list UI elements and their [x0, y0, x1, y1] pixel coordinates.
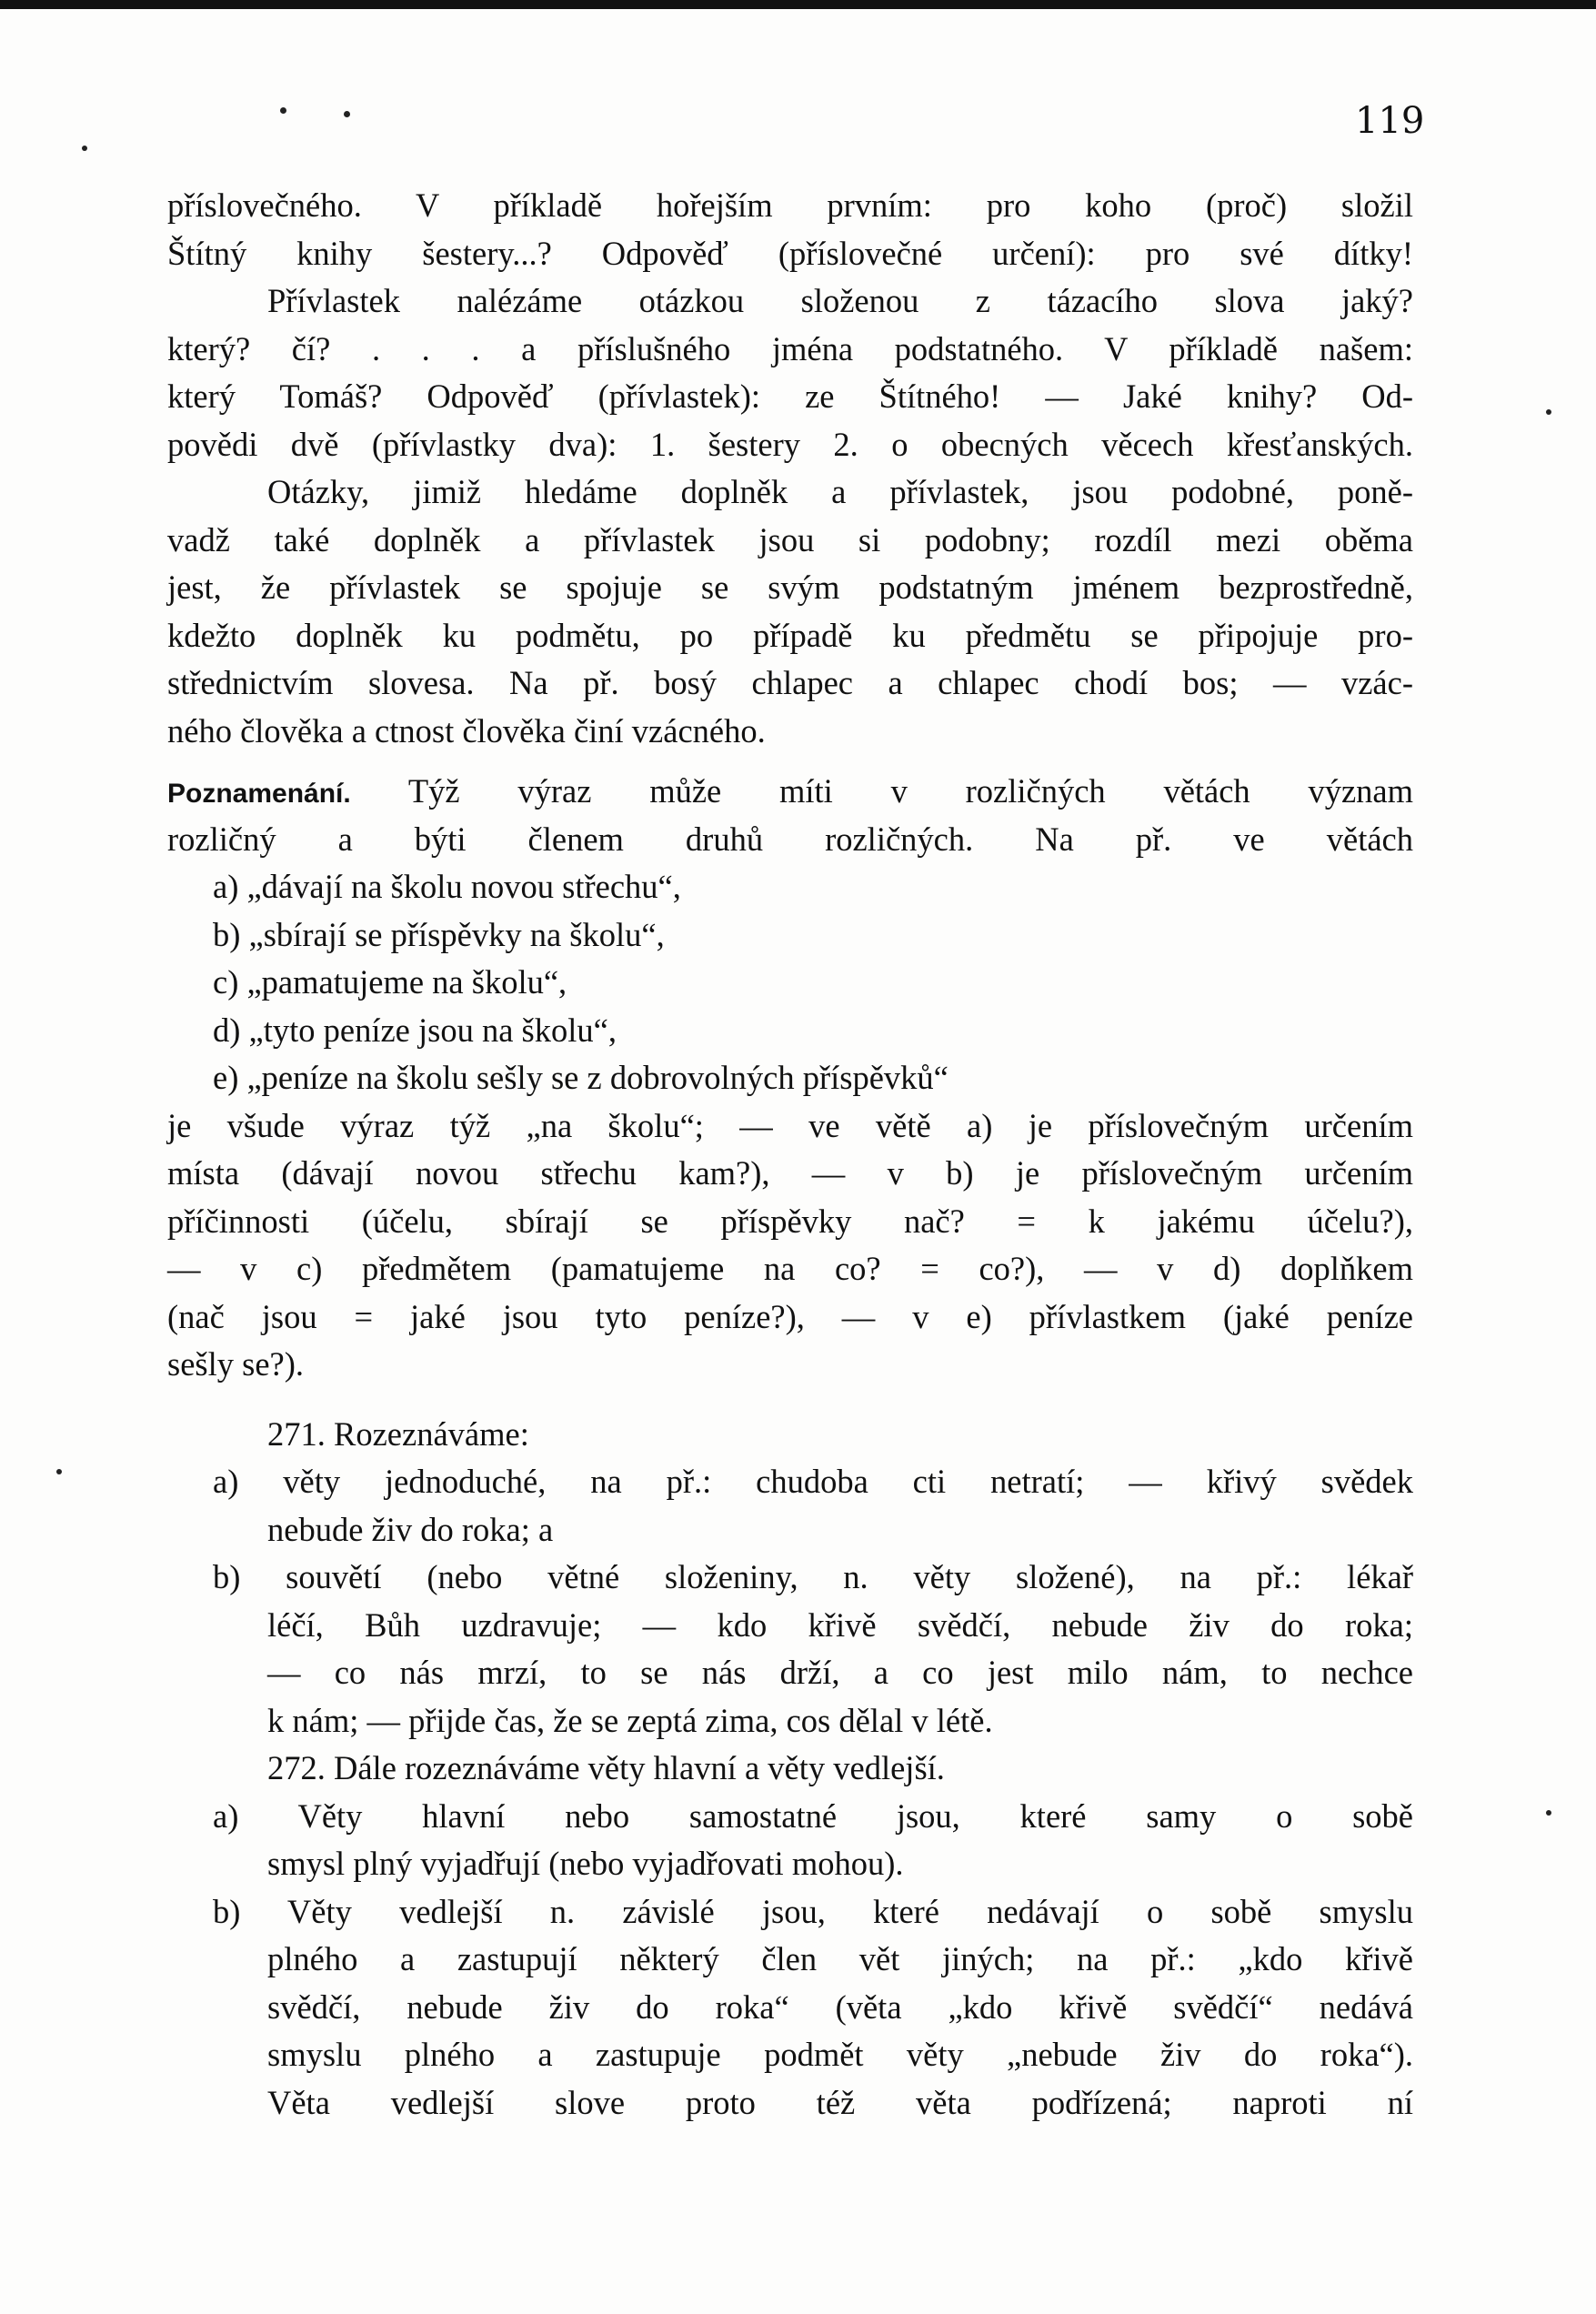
note-text: Týž výraz může míti v rozličných větách význam	[407, 772, 1414, 810]
scan-top-border	[0, 0, 1596, 9]
scan-speck	[56, 1469, 62, 1474]
list-item-line: a) Věty hlavní nebo samostatné jsou, které samy o sobě	[213, 1796, 1413, 1835]
text-line: je všude výraz týž „na školu“; — ve větě a) je příslovečným určením	[167, 1106, 1413, 1144]
text-line: sešly se?).	[167, 1345, 305, 1383]
text-line: Štítný knihy šestery...? Odpověď (příslovečné určení): pro své dítky!	[167, 234, 1413, 272]
text-line: rozličný a býti členem druhů rozličných. Na př. ve větách	[167, 820, 1413, 858]
list-item-line: léčí, Bůh uzdravuje; — kdo křivě svědčí, nebude živ do roka;	[267, 1605, 1413, 1644]
list-item-line: — co nás mrzí, to se nás drží, a co jest milo nám, to nechce	[267, 1654, 1413, 1691]
scan-speck	[344, 111, 350, 117]
text-line: jest, že přívlastek se spojuje se svým podstatným jménem bezprostředně,	[167, 568, 1413, 606]
scan-speck	[82, 146, 87, 151]
list-item-line: a) věty jednoduché, na př.: chudoba cti netratí; — křivý svědek	[213, 1463, 1413, 1500]
text-line: — v c) předmětem (pamatujeme na co? = co?), — v d) doplňkem	[167, 1250, 1413, 1287]
text-line: ného člověka a ctnost člověka činí vzácného.	[167, 711, 766, 750]
example-line: b) „sbírají se příspěvky na školu“,	[213, 915, 665, 953]
list-item-line: svědčí, nebude živ do roka“ (věta „kdo křivě svědčí“ nedává	[267, 1987, 1413, 2026]
list-item-line: k nám; — přijde čas, že se zeptá zima, cos dělal v létě.	[267, 1701, 993, 1739]
text-line: střednictvím slovesa. Na př. bosý chlapec a chlapec chodí bos; — vzác-	[167, 664, 1413, 701]
list-item-line: b) Věty vedlejší n. závislé jsou, které nedávají o sobě smyslu	[213, 1892, 1413, 1930]
list-item-line: nebude živ do roka; a	[267, 1510, 554, 1548]
example-line: e) „peníze na školu sešly se z dobrovolných příspěvků“	[213, 1059, 949, 1096]
page-body	[167, 182, 1413, 2127]
example-line: d) „tyto peníze jsou na školu“,	[213, 1011, 617, 1049]
list-item-line: smysl plný vyjadřují (nebo vyjadřovati mohou).	[267, 1845, 904, 1882]
note-label: Poznamenání.	[167, 779, 351, 809]
list-item-line: Věta vedlejší slove proto též věta podřízená; naproti ní	[267, 2083, 1413, 2121]
list-item-line: smyslu plného a zastupuje podmět věty „nebude živ do roka“).	[267, 2036, 1413, 2073]
text-line: (nač jsou = jaké jsou tyto peníze?), — v e) přívlastkem (jaké peníze	[167, 1297, 1413, 1335]
text-line: který? čí? . . . a příslušného jména podstatného. V příkladě našem:	[167, 329, 1413, 367]
example-line: a) „dávají na školu novou střechu“,	[213, 868, 681, 905]
text-line: místa (dávají novou střechu kam?), — v b) je příslovečným určením	[167, 1154, 1413, 1192]
section-heading-272: 272. Dále rozeznáváme věty hlavní a věty vedlejší.	[267, 1749, 945, 1786]
scan-speck	[1546, 409, 1551, 415]
text-line: vadž také doplněk a přívlastek jsou si podobny; rozdíl mezi oběma	[167, 520, 1413, 558]
text-line: který Tomáš? Odpověď (přívlastek): ze Štítného! — Jaké knihy? Od-	[167, 377, 1413, 415]
text-line: povědi dvě (přívlastky dva): 1. šestery 2. o obecných věcech křesťanských.	[167, 425, 1413, 463]
scan-speck	[1546, 1810, 1551, 1816]
note-first-line	[167, 768, 1413, 816]
page-number: 119	[1355, 100, 1425, 142]
text-line: příčinnosti (účelu, sbírají se příspěvky nač? = k jakému účelu?),	[167, 1202, 1413, 1240]
list-item-line: plného a zastupují některý člen vět jiných; na př.: „kdo křivě	[267, 1940, 1413, 1977]
text-line: Přívlastek nalézáme otázkou složenou z tázacího slova jaký?	[267, 282, 1413, 319]
scan-speck	[280, 107, 286, 114]
section-heading-271: 271. Rozeznáváme:	[267, 1414, 529, 1453]
text-line: Otázky, jimiž hledáme doplněk a přívlastek, jsou podobné, poně-	[267, 473, 1413, 510]
list-item-line: b) souvětí (nebo větné složeniny, n. věty složené), na př.: lékař	[213, 1558, 1413, 1595]
example-line: c) „pamatujeme na školu“,	[213, 963, 567, 1001]
text-line: příslovečného. V příkladě hořejším prvním: pro koho (proč) složil	[167, 186, 1413, 224]
text-line: kdežto doplněk ku podmětu, po případě ku předmětu se připojuje pro-	[167, 616, 1413, 654]
